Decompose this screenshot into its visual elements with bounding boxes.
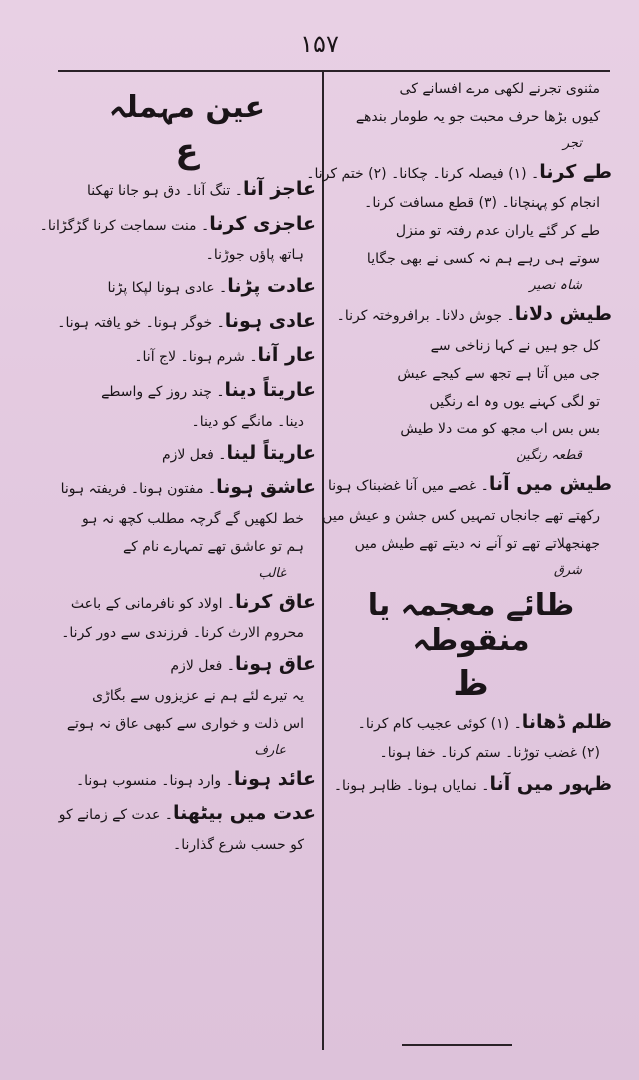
entry-definition: ۔ چند روز کے واسطے — [101, 384, 225, 401]
text-line: یہ تیرے لئے ہم نے عزیزوں سے بگاڑی — [92, 687, 304, 704]
dictionary-entry — [58, 378, 316, 404]
poet-attribution: قطعہ رنگین — [516, 448, 582, 464]
page-number: ۱۵۷ — [300, 30, 339, 58]
text-line: کیوں بڑھا حرف محبت جو یہ طومار بندھے — [355, 108, 600, 125]
entry-headword: عادت پڑنا — [227, 275, 316, 298]
section-heading: ظائے معجمہ یا منقوطہ — [367, 587, 575, 658]
dictionary-entry — [39, 212, 316, 238]
text-line: دینا۔ مانگے کو دینا۔ — [191, 413, 304, 430]
entry-definition: ۔ اولاد کو نافرمانی کے باعث — [70, 595, 236, 612]
entry-definition: ۔ منت سماجت کرنا گڑگڑانا۔ — [39, 217, 210, 234]
text-line: کل جو ہیں نے کہا زناخی سے — [430, 337, 600, 354]
text-line: کو حسب شرع گذارنا۔ — [173, 836, 304, 853]
text-line: مثنوی تجرنے لکھی مرے افسانے کی — [399, 81, 600, 97]
text-line: محروم الارث کرنا۔ فرزندی سے دور کرنا۔ — [61, 625, 304, 642]
poet-attribution: شاہ نصیر — [529, 278, 582, 294]
entry-definition: ۔ فعل لازم — [170, 658, 235, 675]
header-rule — [58, 70, 610, 72]
text-line: ہم تو عاشق تھے تمہارے نام کے — [122, 538, 304, 555]
entry-headword: عدت میں بیٹھنا — [173, 802, 316, 825]
text-line: اس ذلت و خواری سے کبھی عاق نہ ہوتے — [66, 715, 304, 732]
dictionary-entry — [58, 343, 316, 369]
entry-headword: طیش میں آنا — [488, 473, 612, 496]
entry-definition: ۔ (۱) فیصلہ کرنا۔ چکانا۔ (۲) ختم کرنا۔ — [306, 165, 540, 182]
entry-definition: ۔ عادی ہونا لپکا پڑنا — [107, 280, 228, 297]
text-line: بس بس اب مجھ کو مت دلا طیش — [400, 421, 600, 438]
entry-headword: عاشق ہونا — [216, 476, 316, 499]
dictionary-entry — [306, 160, 612, 186]
entry-definition: ۔ نمایاں ہونا۔ ظاہر ہونا۔ — [333, 778, 490, 795]
text-line: انجام کو پہنچانا۔ (۳) قطع مسافت کرنا۔ — [364, 195, 600, 212]
entry-definition: ۔ خوگر ہونا۔ خو یافتہ ہونا۔ — [57, 314, 225, 331]
end-rule — [402, 1044, 512, 1046]
entry-headword: طے کرنا — [539, 160, 612, 183]
text-line: (۲) غضب توڑنا۔ ستم کرنا۔ خفا ہونا۔ — [379, 745, 600, 762]
section-letter: ع — [175, 131, 199, 171]
dictionary-entry — [58, 274, 316, 300]
poet-attribution: شرق — [553, 562, 582, 578]
entry-definition: ۔ تنگ آنا۔ دق ہو جانا تھکنا — [86, 183, 243, 199]
entry-definition: ۔ شرم ہونا۔ لاج آنا۔ — [134, 349, 258, 366]
dictionary-entry — [58, 177, 316, 203]
entry-definition: ۔ مفتون ہونا۔ فریفتہ ہونا — [60, 481, 217, 498]
entry-definition: ۔ عدت کے زمانے کو — [58, 807, 174, 824]
text-line: ہاتھ پاؤں جوڑنا۔ — [205, 247, 304, 264]
poet-attribution: تجر — [562, 135, 582, 151]
right-column — [306, 80, 612, 1050]
text-line: رکھتے تھے جانجاں تمہیں کس جشن و عیش میں — [322, 507, 600, 524]
entry-definition: ۔ فعل لازم — [161, 446, 227, 463]
entry-definition: ۔ وارد ہونا۔ منسوب ہونا۔ — [75, 772, 234, 789]
entry-headword: ظہور میں آنا — [489, 773, 612, 796]
text-line: جی میں آتا ہے تجھ سے کیجے عیش — [397, 365, 600, 382]
dictionary-entry — [330, 710, 612, 736]
entry-headword: عادی ہونا — [224, 309, 316, 332]
dictionary-entry — [330, 772, 612, 798]
section-letter: ظ — [453, 663, 489, 704]
text-line: طے کر گئے یاران عدم رفتہ تو منزل — [395, 223, 600, 240]
dictionary-entry — [330, 302, 612, 328]
dictionary-entry — [58, 767, 316, 793]
entry-definition: ۔ (۱) کوئی عجیب کام کرنا۔ — [357, 715, 522, 732]
entry-headword: عار آنا — [257, 344, 316, 367]
entry-headword: عاق ہونا — [234, 653, 316, 676]
text-line: جھنجھلاتے تھے تو آنے نہ دیتے تھے طیش میں — [354, 535, 600, 552]
dictionary-entry — [58, 590, 316, 616]
left-column — [39, 80, 316, 1050]
entry-headword: طیش دلانا — [514, 303, 612, 326]
entry-headword: عاریتاً دینا — [224, 379, 316, 402]
entry-definition: ۔ جوش دلانا۔ برافروختہ کرنا۔ — [336, 308, 515, 325]
section-heading: عین مہملہ — [108, 90, 266, 125]
entry-headword: عاجز آنا — [242, 178, 316, 200]
poet-attribution: عارف — [254, 742, 286, 758]
entry-headword: ظلم ڈھانا — [521, 710, 612, 733]
dictionary-entry — [58, 652, 316, 678]
entry-definition: ۔ غصے میں آنا غضبناک ہونا — [328, 478, 489, 495]
entry-headword: عاریتاً لینا — [226, 441, 316, 464]
entry-headword: عائد ہونا — [233, 767, 316, 790]
entry-headword: عاق کرنا — [235, 590, 316, 613]
dictionary-entry — [58, 309, 316, 335]
column-divider — [322, 72, 324, 1050]
dictionary-entry — [58, 441, 316, 467]
text-line: خط لکھیں گے گرچہ مطلب کچھ نہ ہو — [82, 510, 304, 527]
dictionary-entry — [58, 475, 316, 501]
dictionary-entry — [58, 801, 316, 827]
text-line: سوتے ہی رہے ہم نہ کسی نے بھی جگایا — [366, 251, 600, 268]
entry-headword: عاجزی کرنا — [209, 212, 316, 235]
poet-attribution: غالب — [258, 565, 286, 581]
text-line: تو لگی کہنے یوں وہ اے رنگیں — [429, 393, 600, 410]
dictionary-entry — [330, 472, 612, 498]
